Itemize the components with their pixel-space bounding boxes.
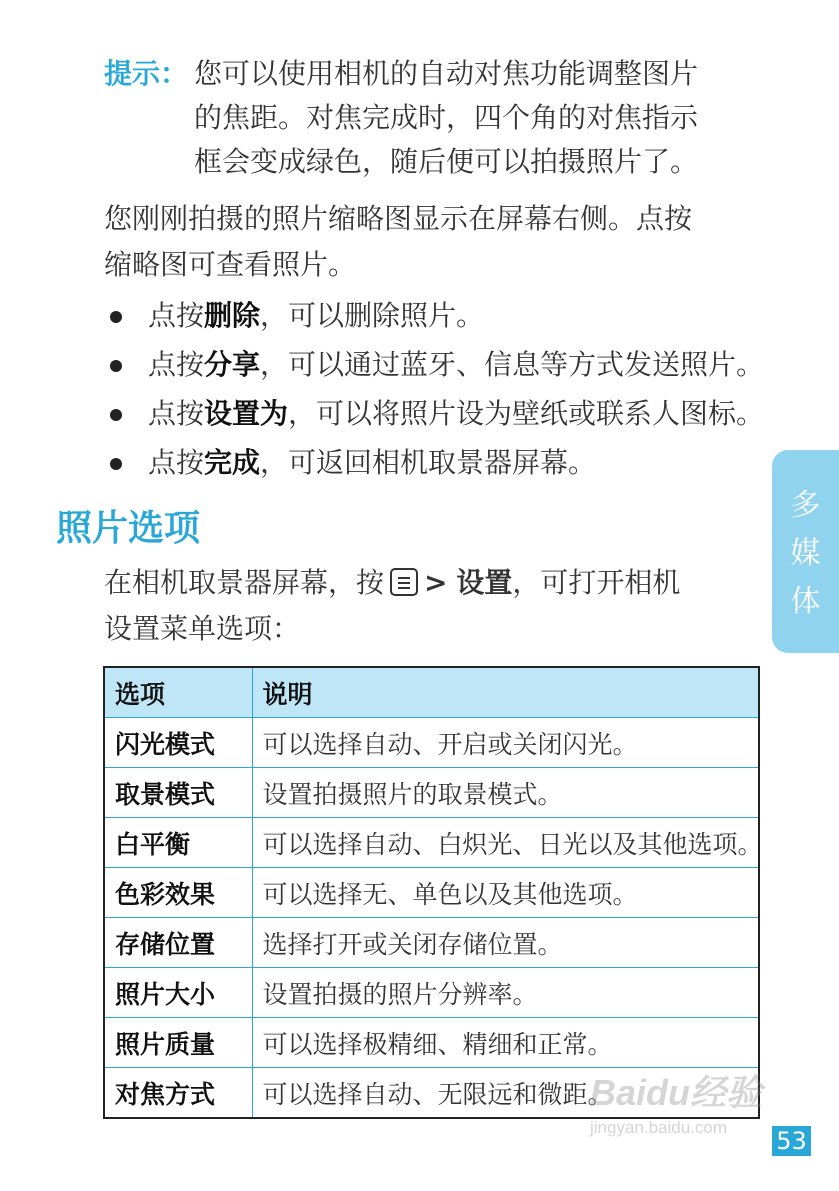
column-header-description: 说明 [252,667,759,718]
options-table [103,666,763,1119]
list-item-text: 点按完成，可返回相机取景器屏幕。 [148,446,597,479]
option-description: 设置拍摄照片的取景模式。 [252,768,759,818]
option-name: 照片大小 [104,968,252,1018]
list-item [104,392,824,441]
option-name: 存储位置 [104,918,252,968]
bullet-icon [110,409,122,421]
bullet-icon [110,311,122,323]
tip-line: 框会变成绿色，随后便可以拍摄照片了。 [194,145,699,178]
tip-label: 提示： [104,57,189,90]
option-description: 选择打开或关闭存储位置。 [252,918,759,968]
table-row [104,968,759,1018]
intro-text [104,560,784,652]
baidu-watermark [590,1065,762,1138]
table-row [104,818,759,868]
action-name: 设置为 [204,397,289,430]
action-list [104,294,824,490]
option-name: 白平衡 [104,818,252,868]
table-row [104,918,759,968]
list-item [104,294,824,343]
bullet-icon [110,458,122,470]
table-row [104,718,759,768]
option-description: 可以选择无、单色以及其他选项。 [252,868,759,918]
thumbnail-paragraph [104,196,784,288]
list-item-text: 点按分享，可以通过蓝牙、信息等方式发送照片。 [148,348,765,381]
menu-key-icon [390,568,418,596]
table-row [104,868,759,918]
list-item [104,441,824,490]
watermark-logo: Baidu经验 [590,1072,763,1113]
table-row [104,768,759,818]
paragraph-line: 缩略图可查看照片。 [104,248,357,281]
bullet-icon [110,360,122,372]
option-name: 照片质量 [104,1018,252,1068]
list-item [104,343,824,392]
option-name: 色彩效果 [104,868,252,918]
option-description: 可以选择自动、开启或关闭闪光。 [252,718,759,768]
tip-line: 的焦距。对焦完成时，四个角的对焦指示 [194,101,699,134]
table-row [104,1018,759,1068]
option-description: 设置拍摄的照片分辨率。 [252,968,759,1018]
action-name: 分享 [204,348,261,381]
option-name: 对焦方式 [104,1068,252,1119]
chapter-tab [772,450,839,653]
option-description: 可以选择自动、白炽光、日光以及其他选项。 [252,818,759,868]
option-description: 可以选择极精细、精细和正常。 [252,1018,759,1068]
table-header-row [104,667,759,718]
tip-line: 您可以使用相机的自动对焦功能调整图片 [194,57,699,90]
section-title: 照片选项 [56,507,201,549]
option-name: 闪光模式 [104,718,252,768]
option-name: 取景模式 [104,768,252,818]
paragraph-line: 您刚刚拍摄的照片缩略图显示在屏幕右侧。点按 [104,202,693,235]
list-item-text: 点按设置为，可以将照片设为壁纸或联系人图标。 [148,397,765,430]
column-header-option: 选项 [104,667,252,718]
intro-line: 在相机取景器屏幕，按 > 设置，可打开相机 [104,566,681,599]
action-name: 完成 [204,446,261,479]
page-number: 53 [772,1126,811,1156]
tip-text [194,52,774,184]
settings-label: 设置 [456,566,513,599]
intro-line: 设置菜单选项： [104,612,301,645]
watermark-url: jingyan.baidu.com [590,1118,728,1137]
chapter-tab-label: 多 媒 体 [790,488,821,619]
action-name: 删除 [204,299,261,332]
list-item-text: 点按删除，可以删除照片。 [148,299,485,332]
option-description: 可以选择自动、无限远和微距。 [252,1068,759,1119]
